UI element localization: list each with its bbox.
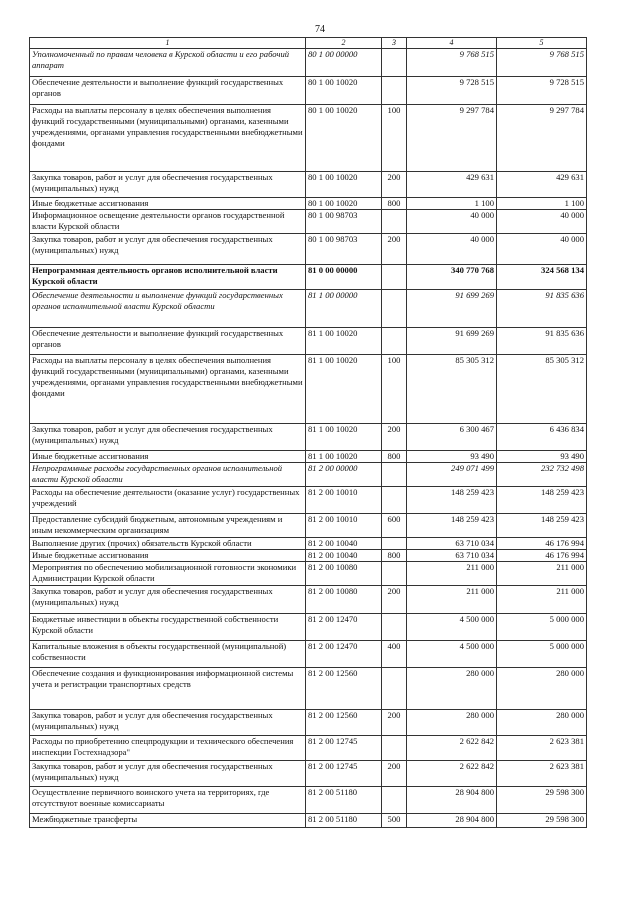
row-type-cell: 100	[382, 105, 407, 172]
table-header-row	[30, 38, 587, 49]
row-value-2-cell: 6 436 834	[497, 424, 587, 451]
row-value-1-cell: 63 710 034	[407, 550, 497, 562]
row-name-cell: Закупка товаров, работ и услуг для обеспечения государственных (муниципальных) нужд	[30, 586, 306, 614]
row-type-cell: 200	[382, 424, 407, 451]
row-name-cell: Капитальные вложения в объекты государственной (муниципальной) собственности	[30, 641, 306, 668]
header-col-2: 2	[306, 38, 382, 49]
row-name-cell: Бюджетные инвестиции в объекты государственной собственности Курской области	[30, 614, 306, 641]
row-code-cell: 80 1 00 98703	[306, 234, 382, 265]
table-row	[30, 487, 587, 514]
row-type-cell: 800	[382, 550, 407, 562]
row-value-2-cell: 232 732 498	[497, 463, 587, 487]
table-row	[30, 814, 587, 828]
row-name-cell: Расходы по приобретению спецпродукции и технического обеспечения инспекции Гостехнадзора"	[30, 736, 306, 761]
row-name-cell: Иные бюджетные ассигнования	[30, 451, 306, 463]
row-value-2-cell: 324 568 134	[497, 265, 587, 290]
row-value-2-cell: 91 835 636	[497, 290, 587, 328]
row-value-2-cell: 2 623 381	[497, 761, 587, 787]
row-code-cell: 81 0 00 00000	[306, 265, 382, 290]
header-col-4: 4	[407, 38, 497, 49]
row-code-cell: 81 2 00 51180	[306, 814, 382, 828]
row-value-1-cell: 9 768 515	[407, 49, 497, 77]
table-row	[30, 210, 587, 234]
row-value-2-cell: 148 259 423	[497, 487, 587, 514]
row-type-cell	[382, 736, 407, 761]
table-row	[30, 562, 587, 586]
table-row	[30, 77, 587, 105]
row-name-cell: Закупка товаров, работ и услуг для обеспечения государственных (муниципальных) нужд	[30, 761, 306, 787]
row-name-cell: Предоставление субсидий бюджетным, автономным учреждениям и иным некоммерческим организациям	[30, 514, 306, 538]
table-row	[30, 514, 587, 538]
row-code-cell: 81 1 00 10020	[306, 328, 382, 355]
row-type-cell: 500	[382, 814, 407, 828]
header-col-5: 5	[497, 38, 587, 49]
row-value-2-cell: 211 000	[497, 562, 587, 586]
row-code-cell: 81 1 00 10020	[306, 451, 382, 463]
row-type-cell	[382, 787, 407, 814]
table-row	[30, 172, 587, 198]
row-type-cell	[382, 210, 407, 234]
row-code-cell: 81 1 00 10020	[306, 355, 382, 424]
row-value-1-cell: 340 770 768	[407, 265, 497, 290]
row-value-2-cell: 1 100	[497, 198, 587, 210]
table-row	[30, 787, 587, 814]
row-value-1-cell: 211 000	[407, 586, 497, 614]
row-value-2-cell: 211 000	[497, 586, 587, 614]
row-type-cell	[382, 463, 407, 487]
row-value-1-cell: 40 000	[407, 210, 497, 234]
row-name-cell: Закупка товаров, работ и услуг для обеспечения государственных (муниципальных) нужд	[30, 710, 306, 736]
row-name-cell: Закупка товаров, работ и услуг для обеспечения государственных (муниципальных) нужд	[30, 424, 306, 451]
row-code-cell: 81 2 00 12560	[306, 710, 382, 736]
row-value-2-cell: 5 000 000	[497, 614, 587, 641]
row-value-2-cell: 29 598 300	[497, 814, 587, 828]
header-col-3: 3	[382, 38, 407, 49]
row-type-cell	[382, 614, 407, 641]
table-row	[30, 710, 587, 736]
table-row	[30, 614, 587, 641]
row-code-cell: 80 1 00 00000	[306, 49, 382, 77]
row-value-2-cell: 46 176 994	[497, 538, 587, 550]
row-type-cell	[382, 265, 407, 290]
row-type-cell: 200	[382, 172, 407, 198]
row-code-cell: 81 2 00 12745	[306, 736, 382, 761]
row-value-2-cell: 85 305 312	[497, 355, 587, 424]
row-value-2-cell: 2 623 381	[497, 736, 587, 761]
table-row	[30, 105, 587, 172]
table-row	[30, 586, 587, 614]
table-row	[30, 265, 587, 290]
row-value-2-cell: 280 000	[497, 668, 587, 710]
row-value-1-cell: 93 490	[407, 451, 497, 463]
row-type-cell: 200	[382, 761, 407, 787]
row-code-cell: 81 2 00 12560	[306, 668, 382, 710]
row-name-cell: Расходы на выплаты персоналу в целях обеспечения выполнения функций государственными (муниципальными) органами, казенными учреждениями, органами управления государственными внебюджетными фондами	[30, 355, 306, 424]
row-value-2-cell: 9 728 515	[497, 77, 587, 105]
row-name-cell: Закупка товаров, работ и услуг для обеспечения государственных (муниципальных) нужд	[30, 172, 306, 198]
row-type-cell	[382, 487, 407, 514]
row-value-1-cell: 9 728 515	[407, 77, 497, 105]
table-row	[30, 328, 587, 355]
row-value-1-cell: 148 259 423	[407, 487, 497, 514]
row-code-cell: 81 2 00 12745	[306, 761, 382, 787]
row-value-2-cell: 280 000	[497, 710, 587, 736]
row-code-cell: 81 2 00 10080	[306, 562, 382, 586]
row-value-1-cell: 148 259 423	[407, 514, 497, 538]
row-code-cell: 81 2 00 12470	[306, 641, 382, 668]
row-name-cell: Уполномоченный по правам человека в Курской области и его рабочий аппарат	[30, 49, 306, 77]
row-value-2-cell: 9 297 784	[497, 105, 587, 172]
table-row	[30, 538, 587, 550]
row-value-2-cell: 9 768 515	[497, 49, 587, 77]
row-type-cell	[382, 562, 407, 586]
row-value-1-cell: 4 500 000	[407, 641, 497, 668]
row-code-cell: 80 1 00 10020	[306, 172, 382, 198]
row-value-2-cell: 91 835 636	[497, 328, 587, 355]
budget-table	[29, 37, 587, 828]
row-type-cell: 200	[382, 234, 407, 265]
row-value-1-cell: 1 100	[407, 198, 497, 210]
table-row	[30, 355, 587, 424]
row-value-1-cell: 2 622 842	[407, 761, 497, 787]
row-type-cell	[382, 328, 407, 355]
row-value-2-cell: 148 259 423	[497, 514, 587, 538]
row-value-1-cell: 280 000	[407, 668, 497, 710]
row-code-cell: 81 2 00 10040	[306, 550, 382, 562]
table-row	[30, 234, 587, 265]
row-value-1-cell: 40 000	[407, 234, 497, 265]
row-name-cell: Непрограммные расходы государственных органов исполнительной власти Курской области	[30, 463, 306, 487]
table-row	[30, 668, 587, 710]
row-type-cell: 800	[382, 198, 407, 210]
row-type-cell	[382, 668, 407, 710]
row-type-cell: 400	[382, 641, 407, 668]
row-code-cell: 81 2 00 51180	[306, 787, 382, 814]
row-name-cell: Выполнение других (прочих) обязательств Курской области	[30, 538, 306, 550]
row-value-1-cell: 6 300 467	[407, 424, 497, 451]
row-value-2-cell: 93 490	[497, 451, 587, 463]
row-value-1-cell: 9 297 784	[407, 105, 497, 172]
table-body	[30, 49, 587, 828]
row-value-2-cell: 46 176 994	[497, 550, 587, 562]
table-row	[30, 550, 587, 562]
row-code-cell: 81 2 00 10080	[306, 586, 382, 614]
row-code-cell: 81 2 00 10040	[306, 538, 382, 550]
row-type-cell: 100	[382, 355, 407, 424]
header-col-1: 1	[30, 38, 306, 49]
row-value-1-cell: 91 699 269	[407, 290, 497, 328]
row-value-1-cell: 211 000	[407, 562, 497, 586]
table-row	[30, 463, 587, 487]
row-value-2-cell: 5 000 000	[497, 641, 587, 668]
table-row	[30, 451, 587, 463]
row-code-cell: 81 2 00 12470	[306, 614, 382, 641]
row-code-cell: 81 2 00 10010	[306, 487, 382, 514]
row-name-cell: Обеспечение деятельности и выполнение функций государственных органов	[30, 328, 306, 355]
row-value-1-cell: 429 631	[407, 172, 497, 198]
row-name-cell: Иные бюджетные ассигнования	[30, 198, 306, 210]
row-code-cell: 81 1 00 00000	[306, 290, 382, 328]
row-value-1-cell: 2 622 842	[407, 736, 497, 761]
row-name-cell: Расходы на выплаты персоналу в целях обеспечения выполнения функций государственными (муниципальными) органами, казенными учреждениями, органами управления государственными внебюджетными фондами	[30, 105, 306, 172]
row-value-1-cell: 249 071 499	[407, 463, 497, 487]
row-value-1-cell: 28 904 800	[407, 787, 497, 814]
page-number: 74	[315, 24, 325, 35]
row-value-1-cell: 85 305 312	[407, 355, 497, 424]
row-type-cell	[382, 290, 407, 328]
row-name-cell: Обеспечение деятельности и выполнение функций государственных органов исполнительной власти Курской области	[30, 290, 306, 328]
row-name-cell: Закупка товаров, работ и услуг для обеспечения государственных (муниципальных) нужд	[30, 234, 306, 265]
row-name-cell: Расходы на обеспечение деятельности (оказание услуг) государственных учреждений	[30, 487, 306, 514]
row-code-cell: 80 1 00 10020	[306, 105, 382, 172]
row-type-cell	[382, 538, 407, 550]
row-code-cell: 81 2 00 10010	[306, 514, 382, 538]
row-code-cell: 81 1 00 10020	[306, 424, 382, 451]
row-name-cell: Непрограммная деятельность органов исполнительной власти Курской области	[30, 265, 306, 290]
row-value-2-cell: 40 000	[497, 234, 587, 265]
row-type-cell	[382, 77, 407, 105]
table-row	[30, 761, 587, 787]
row-name-cell: Обеспечение деятельности и выполнение функций государственных органов	[30, 77, 306, 105]
row-type-cell	[382, 49, 407, 77]
table-row	[30, 290, 587, 328]
row-name-cell: Мероприятия по обеспечению мобилизационной готовности экономики Администрации Курской области	[30, 562, 306, 586]
row-name-cell: Информационное освещение деятельности органов государственной власти Курской области	[30, 210, 306, 234]
row-name-cell: Осуществление первичного воинского учета на территориях, где отсутствуют военные комиссариаты	[30, 787, 306, 814]
row-value-1-cell: 28 904 800	[407, 814, 497, 828]
row-type-cell: 600	[382, 514, 407, 538]
row-value-2-cell: 429 631	[497, 172, 587, 198]
table-row	[30, 424, 587, 451]
row-type-cell: 800	[382, 451, 407, 463]
row-value-2-cell: 40 000	[497, 210, 587, 234]
table-row	[30, 641, 587, 668]
table-row	[30, 736, 587, 761]
row-code-cell: 81 2 00 00000	[306, 463, 382, 487]
row-code-cell: 80 1 00 10020	[306, 198, 382, 210]
row-name-cell: Иные бюджетные ассигнования	[30, 550, 306, 562]
row-value-1-cell: 280 000	[407, 710, 497, 736]
row-value-1-cell: 91 699 269	[407, 328, 497, 355]
row-type-cell: 200	[382, 586, 407, 614]
row-code-cell: 80 1 00 98703	[306, 210, 382, 234]
row-name-cell: Обеспечение создания и функционирования информационной системы учета и регистрации транспортных средств	[30, 668, 306, 710]
table-row	[30, 49, 587, 77]
row-type-cell: 200	[382, 710, 407, 736]
row-name-cell: Межбюджетные трансферты	[30, 814, 306, 828]
table-row	[30, 198, 587, 210]
row-value-2-cell: 29 598 300	[497, 787, 587, 814]
row-value-1-cell: 63 710 034	[407, 538, 497, 550]
row-code-cell: 80 1 00 10020	[306, 77, 382, 105]
row-value-1-cell: 4 500 000	[407, 614, 497, 641]
